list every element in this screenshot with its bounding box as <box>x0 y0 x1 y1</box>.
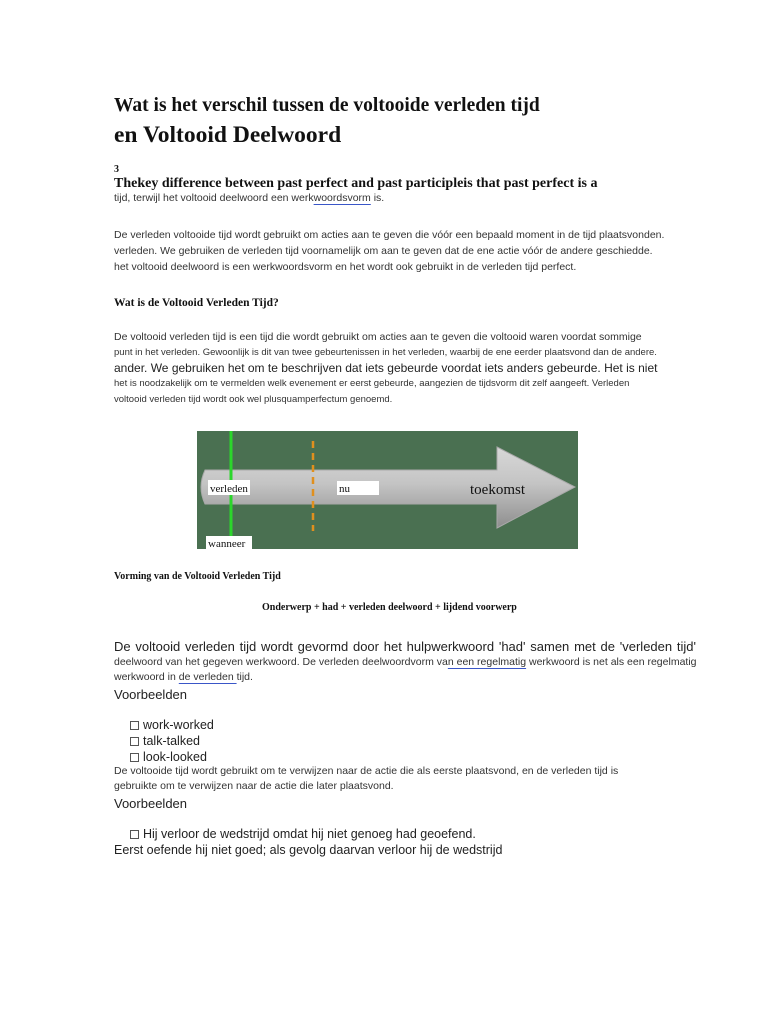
paragraph-2-line-1: De voltooid verleden tijd is een tijd die wordt gebruikt om acties aan te geven die voltooid waren voordat sommige <box>114 331 642 343</box>
werkwoordsvorm-link[interactable]: woordsvorm <box>313 192 371 204</box>
paragraph-2-line-3: ander. We gebruiken het om te beschrijven dat iets gebeurde voordat iets anders gebeurde. Het is niet <box>114 361 658 375</box>
timeline-diagram <box>197 431 578 549</box>
regular-verb-link[interactable]: n een regelmatig <box>447 656 527 668</box>
example-item: Hij verloor de wedstrijd omdat hij niet genoeg had geoefend. <box>130 827 476 841</box>
checkbox-glyph-icon <box>130 737 139 746</box>
example-item: work-worked <box>130 718 214 732</box>
paragraph-2-line-4: het is noodzakelijk om te vermelden welk evenement er eerst gebeurde, aangezien de tijdsvorm dit zelf aangeeft. Verleden <box>114 378 630 389</box>
paragraph-3-line-1: De voltooid verleden tijd wordt gevormd door het hulpwerkwoord 'had' samen met de 'verleden tijd' <box>114 639 696 654</box>
paragraph-1-line-2: verleden. We gebruiken de verleden tijd voornamelijk om aan te geven dat de ene actie vóór de andere geschiedde. <box>114 245 653 257</box>
checkbox-glyph-icon <box>130 721 139 730</box>
examples-heading-2: Voorbeelden <box>114 796 188 811</box>
paragraph-2-line-2: punt in het verleden. Gewoonlijk is dit van twee gebeurtenissen in het verleden, waarbij de ene eerder plaatsvond dan de andere. <box>114 347 657 358</box>
page-title-line-1: Wat is het verschil tussen de voltooide verleden tijd <box>114 95 540 116</box>
paragraph-4-line-2: gebruikte om te verwijzen naar de actie die later plaatsvond. <box>114 780 394 792</box>
intro-line <box>114 192 384 204</box>
examples-heading-1: Voorbeelden <box>114 687 188 702</box>
paragraph-3-text-before: deelwoord van het gegeven werkwoord. De verleden deelwoordvorm va <box>114 656 448 668</box>
example-item: talk-talked <box>130 734 200 748</box>
paragraph-3-line-3-after: tijd. <box>236 671 253 683</box>
intro-text-before: tijd, terwijl het voltooid deelwoord een werk <box>114 192 314 204</box>
timeline-label-future: toekomst <box>470 482 525 498</box>
paragraph-3-line-2 <box>114 656 697 668</box>
key-difference-line: Thekey difference between past perfect and past participleis that past perfect is a <box>114 176 598 191</box>
intro-text-after: is. <box>370 192 385 204</box>
page-title-line-2: en Voltooid Deelwoord <box>114 122 342 148</box>
example-item: look-looked <box>130 750 207 764</box>
paragraph-2-line-5: voltooid verleden tijd wordt ook wel plusquamperfectum genoemd. <box>114 394 393 405</box>
section-heading-formation: Vorming van de Voltooid Verleden Tijd <box>114 571 281 582</box>
timeline-label-past: verleden <box>210 483 248 495</box>
paragraph-1-line-1: De verleden voltooide tijd wordt gebruikt om acties aan te geven die vóór een bepaald moment in de tijd plaatsvonden. <box>114 229 665 241</box>
paragraph-4-line-1: De voltooide tijd wordt gebruikt om te verwijzen naar de actie die als eerste plaatsvond, en de verleden tijd is <box>114 765 619 777</box>
page-marker: 3 <box>114 164 119 175</box>
paragraph-3-text-after: werkwoord is net als een regelmatig <box>526 656 697 668</box>
checkbox-glyph-icon <box>130 753 139 762</box>
paragraph-3-line-3-before: werkwoord in <box>114 671 179 683</box>
timeline-label-when: wanneer <box>208 538 246 549</box>
section-heading-past-perfect: Wat is de Voltooid Verleden Tijd? <box>114 297 279 309</box>
paragraph-3-line-3 <box>114 671 253 683</box>
past-tense-link[interactable]: de verleden <box>178 671 237 683</box>
formation-formula: Onderwerp + had + verleden deelwoord + lijdend voorwerp <box>262 602 517 613</box>
checkbox-glyph-icon <box>130 830 139 839</box>
closing-line: Eerst oefende hij niet goed; als gevolg daarvan verloor hij de wedstrijd <box>114 843 503 857</box>
timeline-label-now: nu <box>339 483 350 495</box>
paragraph-1-line-3: het voltooid deelwoord is een werkwoordsvorm en het wordt ook gebruikt in de verleden tijd perfect. <box>114 261 577 273</box>
